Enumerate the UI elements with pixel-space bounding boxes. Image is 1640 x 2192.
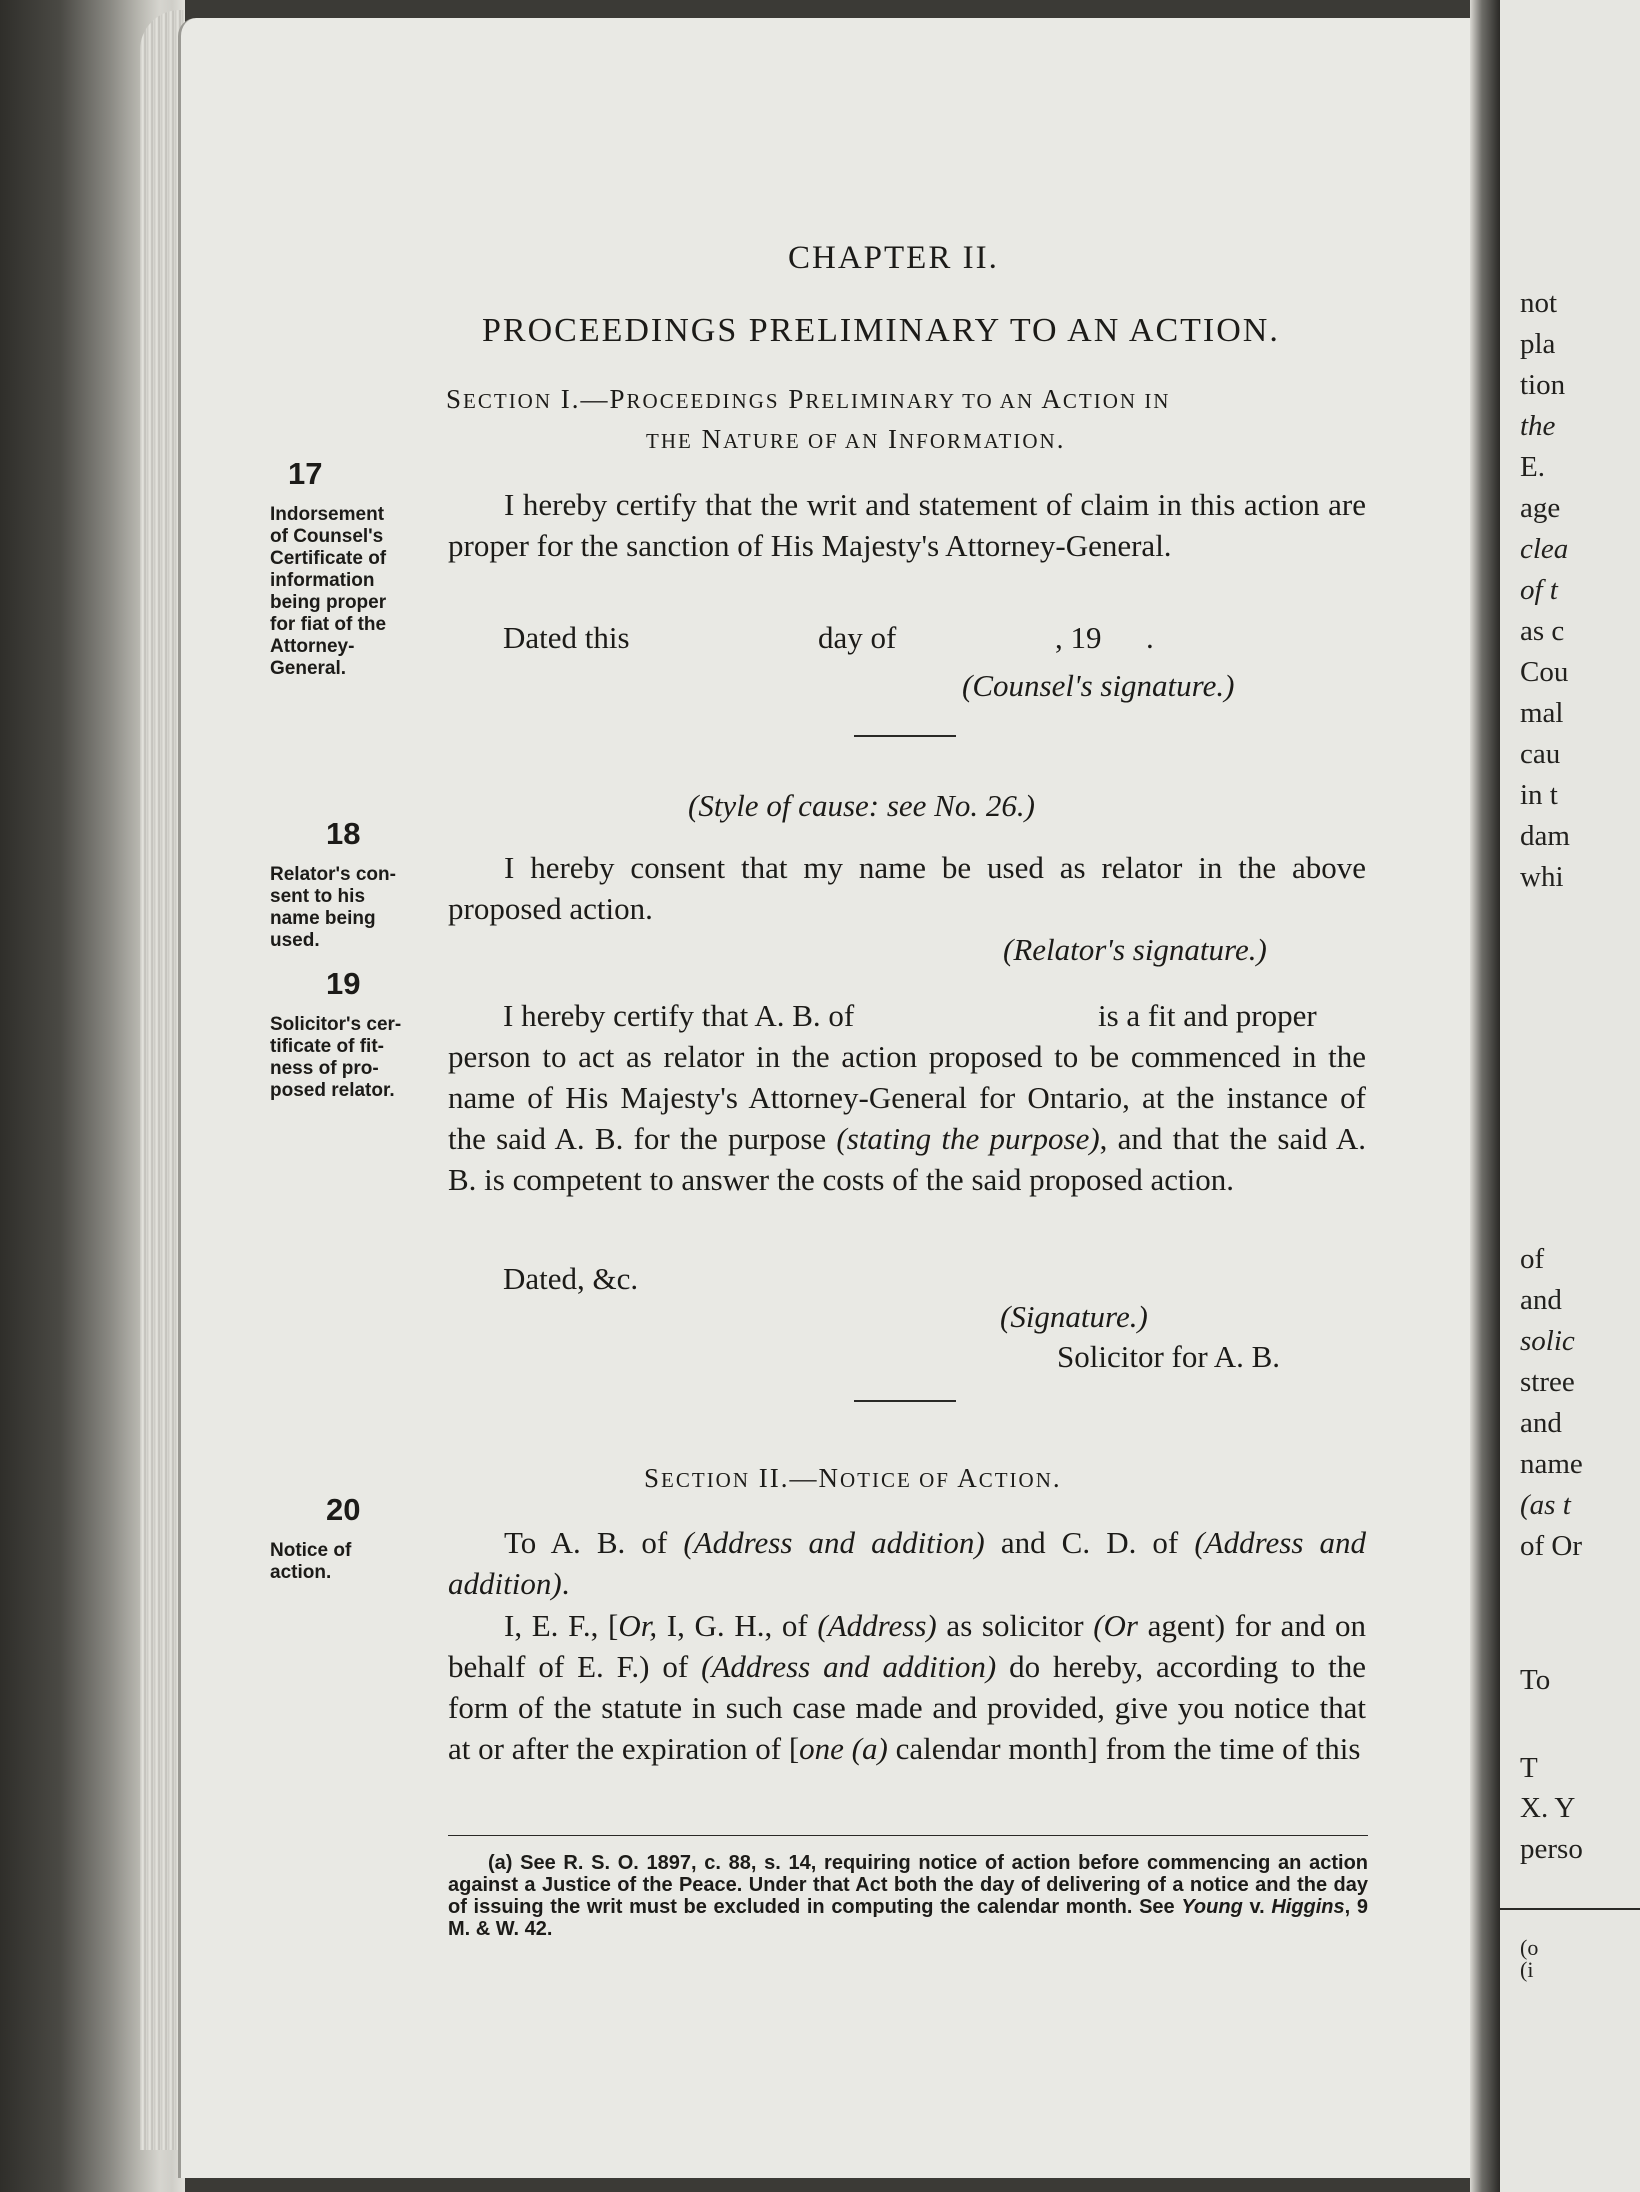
- form-17-text: I hereby certify that the writ and statement of claim in this action are proper for the sanction of His Majesty's Attorney-General.: [448, 487, 1366, 563]
- form-19-text-body: person to act as relator in the action proposed to be commenced in the name of His Majesty's Attorney-General for Ontario, at the instance of the said A. B. for the purpose (stating the purpose), and that the said A. B. is competent to answer the costs of the said proposed action.: [448, 1039, 1367, 1197]
- adjacent-page-fragment: E.: [1520, 451, 1545, 483]
- adjacent-page-fragment: whi: [1520, 861, 1564, 893]
- adjacent-page-fragment: and: [1520, 1407, 1562, 1439]
- counsel-signature: (Counsel's signature.): [962, 668, 1235, 703]
- adjacent-page-fragment: as c: [1520, 615, 1565, 647]
- form-number-17: 17: [288, 456, 323, 491]
- solicitor-for-ab: Solicitor for A. B.: [1057, 1339, 1281, 1374]
- adjacent-page: [1500, 0, 1640, 2192]
- adjacent-page-fragment: not: [1520, 287, 1558, 319]
- margin-note-18: Relator's con- sent to his name being used.: [270, 864, 396, 951]
- form-17-day-of: day of: [818, 620, 897, 655]
- adjacent-page-fragment: dam: [1520, 820, 1570, 852]
- adjacent-page-fragment: perso: [1520, 1833, 1583, 1865]
- section-1-heading-line-1: SECTION I.—PROCEEDINGS PRELIMINARY TO AN ACTION IN: [446, 384, 1171, 414]
- adjacent-page-fragment: pla: [1520, 328, 1556, 360]
- margin-note-19: Solicitor's cer- tificate of fit- ness of pro- posed relator.: [270, 1014, 402, 1101]
- adjacent-page-fragment: (as t: [1520, 1489, 1571, 1521]
- form-18-text: I hereby consent that my name be used as relator in the above proposed action.: [448, 850, 1366, 926]
- form-17-period: .: [1146, 620, 1154, 655]
- adjacent-page-rule: [1500, 1908, 1640, 1910]
- adjacent-page-fragment: stree: [1520, 1366, 1575, 1398]
- form-number-18: 18: [326, 816, 361, 851]
- adjacent-page-fragment: clea: [1520, 533, 1569, 565]
- adjacent-page-fragment: Cou: [1520, 656, 1569, 688]
- notice-addressees: To A. B. of (Address and addition) and C. D. of (Address and addition).: [448, 1525, 1366, 1601]
- form-number-19: 19: [326, 966, 361, 1001]
- adjacent-page-fragment: mal: [1520, 697, 1564, 729]
- chapter-heading: CHAPTER II.: [788, 240, 999, 276]
- form-19-signature: (Signature.): [1000, 1299, 1148, 1334]
- adjacent-page-fragment: (o: [1520, 1935, 1539, 1960]
- form-17-dated: Dated this: [503, 620, 630, 655]
- adjacent-page-fragment: of t: [1520, 574, 1558, 606]
- adjacent-page-fragment: cau: [1520, 738, 1561, 770]
- adjacent-page-fragment: solic: [1520, 1325, 1575, 1357]
- form-19-text-start: I hereby certify that A. B. of: [503, 998, 855, 1033]
- page-fold-shadow: [1470, 0, 1500, 2192]
- adjacent-page-fragment: name: [1520, 1448, 1583, 1480]
- section-2-heading: SECTION II.—NOTICE OF ACTION.: [644, 1463, 1062, 1493]
- adjacent-page-fragment: the: [1520, 410, 1556, 442]
- separator-rule: [854, 735, 956, 737]
- margin-note-20: Notice of action.: [270, 1540, 352, 1583]
- adjacent-page-fragment: and: [1520, 1284, 1562, 1316]
- adjacent-page-fragment: in t: [1520, 779, 1558, 811]
- footnote-rule: [448, 1835, 1368, 1836]
- margin-note-17: Indorsement of Counsel's Certificate of information being proper for fiat of the Attorney- General.: [270, 504, 387, 679]
- section-1-heading-line-2: THE NATURE OF AN INFORMATION.: [646, 424, 1066, 454]
- separator-rule: [854, 1400, 956, 1402]
- footnote: (a) See R. S. O. 1897, c. 88, s. 14, requiring notice of action before commencing an action against a Justice of the Peace. Under that Act both the day of delivering of a notice and the day of issuing the writ must be excluded in computing the calendar month. See Young v. Higgins, 9 M. & W. 42.: [448, 1852, 1368, 1940]
- form-17-year: , 19: [1055, 620, 1102, 655]
- adjacent-page-fragment: tion: [1520, 369, 1566, 401]
- adjacent-page-fragment: of: [1520, 1243, 1545, 1275]
- adjacent-page-fragment: T: [1520, 1752, 1538, 1784]
- chapter-title: PROCEEDINGS PRELIMINARY TO AN ACTION.: [482, 312, 1280, 349]
- notice-body: I, E. F., [Or, I, G. H., of (Address) as solicitor (Or agent) for and on behalf of E. F.) of (Address and addition) do hereby, according to the form of the statute in such case made and provided, give you notice that at or after the expiration of [one (a) calendar month] from the time of this: [448, 1608, 1367, 1766]
- form-number-20: 20: [326, 1492, 361, 1527]
- adjacent-page-fragment: To: [1520, 1664, 1551, 1696]
- form-19-dated: Dated, &c.: [503, 1261, 639, 1296]
- adjacent-page-fragment: age: [1520, 492, 1561, 524]
- style-of-cause: (Style of cause: see No. 26.): [688, 788, 1035, 823]
- relator-signature: (Relator's signature.): [1003, 932, 1267, 967]
- adjacent-page-fragment: of Or: [1520, 1530, 1583, 1562]
- adjacent-page-fragment: X. Y: [1520, 1792, 1576, 1824]
- adjacent-page-fragment: (i: [1520, 1957, 1534, 1982]
- form-19-text-fit: is a fit and proper: [1098, 998, 1317, 1033]
